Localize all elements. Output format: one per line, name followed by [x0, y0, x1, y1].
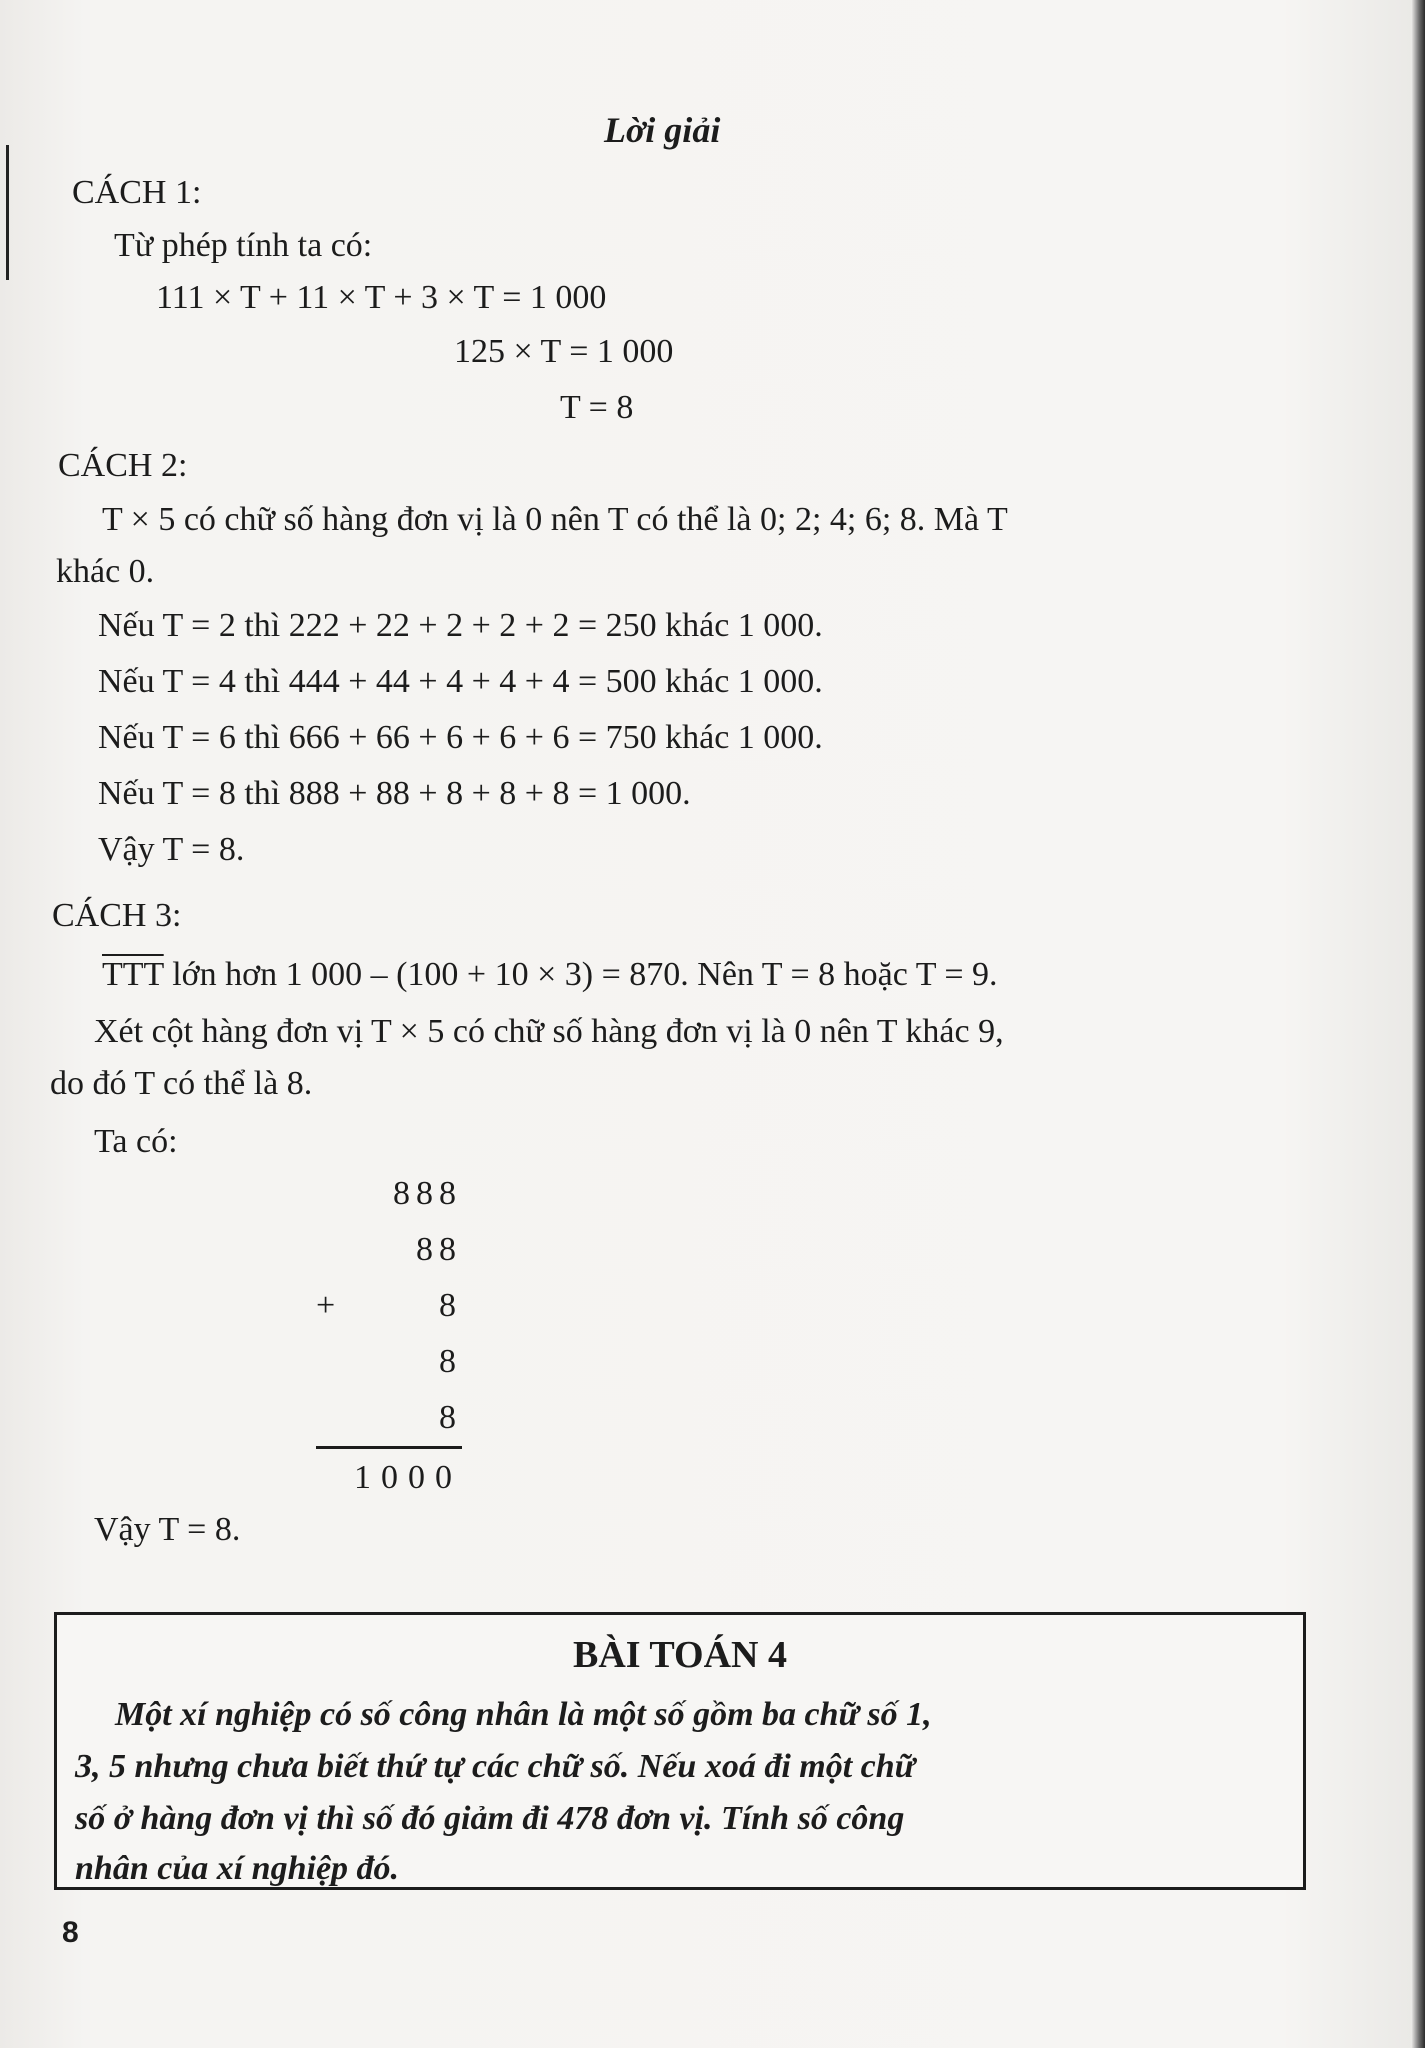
method-2-case-6: Nếu T = 6 thì 666 + 66 + 6 + 6 + 6 = 750 khác 1 000. — [98, 719, 823, 756]
overlined-ttt: $\overline{TTT}$ — [102, 956, 164, 993]
method-3-taco: Ta có: — [94, 1123, 178, 1160]
margin-mark — [6, 145, 9, 280]
page-number: 8 — [62, 1916, 79, 1949]
addend-row: 8 — [439, 1343, 462, 1380]
method-1-intro: Từ phép tính ta có: — [114, 227, 373, 264]
method-2-label: CÁCH 2: — [58, 447, 188, 484]
plus-sign: + — [316, 1287, 336, 1324]
solution-heading: Lời giải — [604, 110, 721, 150]
method-2-case-8: Nếu T = 8 thì 888 + 88 + 8 + 8 + 8 = 1 000. — [98, 775, 691, 812]
problem-line: Một xí nghiệp có số công nhân là một số gồm ba chữ số 1, — [115, 1696, 932, 1733]
problem-title: BÀI TOÁN 4 — [573, 1634, 787, 1676]
problem-box — [54, 1612, 1306, 1890]
method-2-case-4: Nếu T = 4 thì 444 + 44 + 4 + 4 + 4 = 500 khác 1 000. — [98, 663, 823, 700]
method-2-case-2: Nếu T = 2 thì 222 + 22 + 2 + 2 + 2 = 250 khác 1 000. — [98, 607, 823, 644]
method-2-line-2: khác 0. — [56, 553, 155, 590]
method-3-line-3: do đó T có thể là 8. — [50, 1065, 313, 1102]
method-2-conclusion: Vậy T = 8. — [98, 831, 245, 868]
addend-row: 8 — [439, 1399, 462, 1436]
method-3-conclusion: Vậy T = 8. — [94, 1511, 241, 1548]
problem-line: 3, 5 nhưng chưa biết thứ tự các chữ số. Nếu xoá đi một chữ — [75, 1748, 916, 1785]
method-3-line-2: Xét cột hàng đơn vị T × 5 có chữ số hàng đơn vị là 0 nên T khác 9, — [94, 1013, 1004, 1050]
method-3-label: CÁCH 3: — [52, 897, 182, 934]
addend-row: 88 — [416, 1231, 462, 1268]
sum-result: 1000 — [354, 1459, 462, 1496]
method-2-line-1: T × 5 có chữ số hàng đơn vị là 0 nên T có thể là 0; 2; 4; 6; 8. Mà T — [102, 501, 1008, 538]
addend-row: 8 — [439, 1287, 462, 1324]
addend-row: 888 — [393, 1175, 462, 1212]
sum-underline — [316, 1446, 462, 1449]
method-3-line-1-rest: lớn hơn 1 000 – (100 + 10 × 3) = 870. Nên T = 8 hoặc T = 9. — [163, 956, 998, 993]
method-1-equation-1: 111 × T + 11 × T + 3 × T = 1 000 — [156, 279, 607, 316]
problem-line: nhân của xí nghiệp đó. — [75, 1850, 400, 1887]
page-edge-shadow — [1411, 0, 1425, 2048]
method-1-label: CÁCH 1: — [72, 174, 202, 211]
method-1-equation-2: 125 × T = 1 000 — [454, 333, 674, 370]
problem-line: số ở hàng đơn vị thì số đó giảm đi 478 đơn vị. Tính số công — [75, 1800, 905, 1837]
method-1-equation-3: T = 8 — [560, 389, 634, 426]
method-3-line-1 — [102, 955, 998, 995]
